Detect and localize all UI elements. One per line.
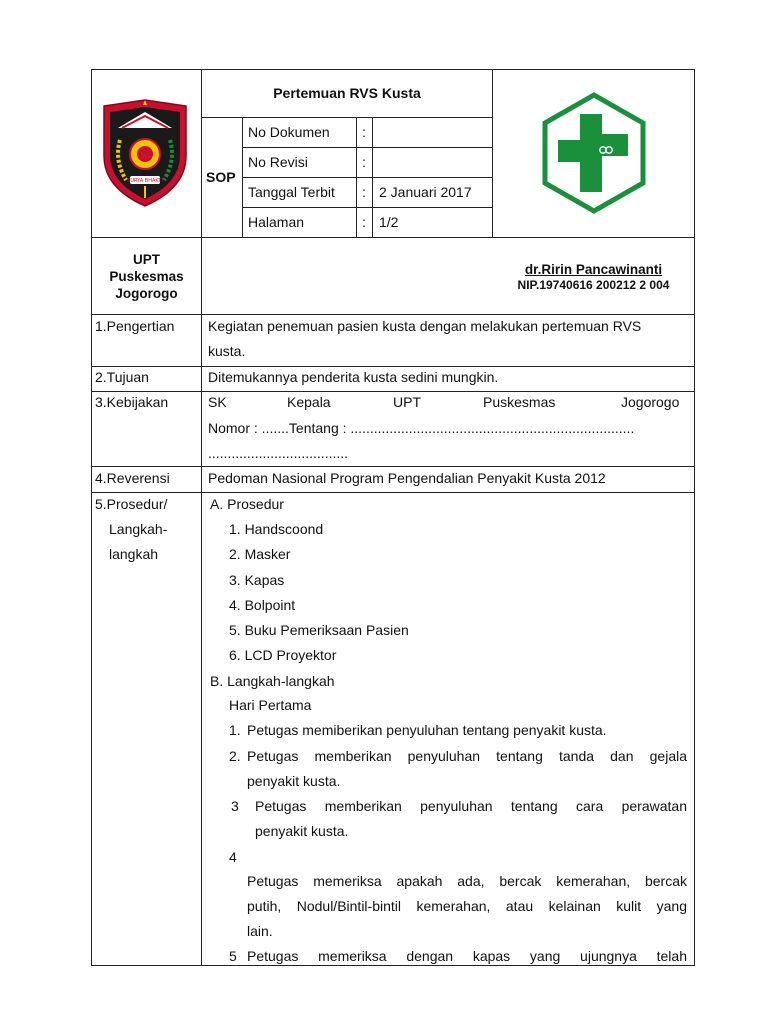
section-text-line: Nomor : .......Tentang : ......................................................................... (208, 420, 635, 436)
org-line: UPT (133, 252, 160, 267)
step-text: penyakit kusta. (247, 773, 341, 789)
step-text: Petugas memiberikan penyuluhan tentang penyakit kusta. (247, 722, 607, 738)
section-label: langkah (109, 546, 159, 562)
signer-nip: NIP.19740616 200212 2 004 (517, 278, 670, 292)
policy-word: Jogorogo (621, 394, 680, 410)
policy-word: Kepala (287, 394, 331, 410)
field-separator: : (362, 124, 366, 140)
step-text: Petugas memeriksa apakah ada, bercak kemerahan, bercak (247, 873, 687, 889)
step-text: putih, Nodul/Bintil-bintil kemerahan, atau kelainan kulit yang (247, 898, 687, 914)
field-label: No Dokumen (248, 124, 330, 140)
step-number: 1. (229, 722, 241, 738)
policy-word: SK (208, 394, 227, 410)
langkah-heading: B. Langkah-langkah (210, 673, 335, 689)
section-text-line: Pedoman Nasional Program Pengendalian Penyakit Kusta 2012 (208, 470, 606, 486)
step-number: 2. (229, 748, 241, 764)
policy-word: UPT (393, 394, 421, 410)
list-item: 5. Buku Pemeriksaan Pasien (229, 622, 409, 638)
step-number: 3 (231, 798, 239, 814)
day-heading: Hari Pertama (229, 697, 312, 713)
field-separator: : (362, 154, 366, 170)
field-label: Tanggal Terbit (248, 184, 335, 200)
sop-label: SOP (206, 169, 236, 185)
section-label: 2.Tujuan (95, 369, 149, 385)
section-text-line: Ditemukannya penderita kusta sedini mungkin. (208, 369, 499, 385)
step-text: Petugas memeriksa dengan kapas yang ujungnya telah (247, 948, 687, 964)
svg-text:SURYA BHAKTI: SURYA BHAKTI (127, 178, 163, 184)
section-label: 5.Prosedur/ (95, 496, 168, 512)
field-separator: : (362, 214, 366, 230)
section-label: 1.Pengertian (95, 318, 175, 334)
step-text: penyakit kusta. (255, 823, 349, 839)
list-item: 3. Kapas (229, 572, 285, 588)
field-separator: : (362, 184, 366, 200)
org-line: Puskesmas (109, 269, 184, 284)
list-item: 2. Masker (229, 546, 291, 562)
signer-name: dr.Ririn Pancawinanti (524, 262, 663, 277)
org-line: Jogorogo (115, 286, 178, 301)
field-label: Halaman (248, 214, 305, 230)
step-text: lain. (247, 923, 273, 939)
step-text: Petugas memberikan penyuluhan tentang tanda dan gejala (247, 748, 687, 764)
field-label: No Revisi (248, 154, 308, 170)
list-item: 6. LCD Proyektor (229, 647, 337, 663)
section-text-line: .................................... (208, 445, 349, 461)
section-label: Langkah- (109, 521, 168, 537)
policy-word: Puskesmas (483, 394, 556, 410)
section-label: 4.Reverensi (95, 470, 170, 486)
prosedur-heading: A. Prosedur (210, 496, 284, 512)
field-value: 2 Januari 2017 (379, 184, 472, 200)
list-item: 1. Handscoond (229, 521, 324, 537)
puskesmas-logo (540, 92, 648, 214)
section-label: 3.Kebijakan (95, 394, 169, 410)
document-title: Pertemuan RVS Kusta (273, 85, 421, 101)
regency-coat-of-arms-logo (100, 98, 190, 208)
section-text-line: kusta. (208, 343, 246, 359)
step-number: 5 (229, 948, 237, 964)
section-text-line: Kegiatan penemuan pasien kusta dengan melakukan pertemuan RVS (208, 318, 642, 334)
step-text: Petugas memberikan penyuluhan tentang cara perawatan (255, 798, 687, 814)
step-number: 4 (229, 849, 237, 865)
list-item: 4. Bolpoint (229, 597, 296, 613)
field-value: 1/2 (379, 214, 399, 230)
